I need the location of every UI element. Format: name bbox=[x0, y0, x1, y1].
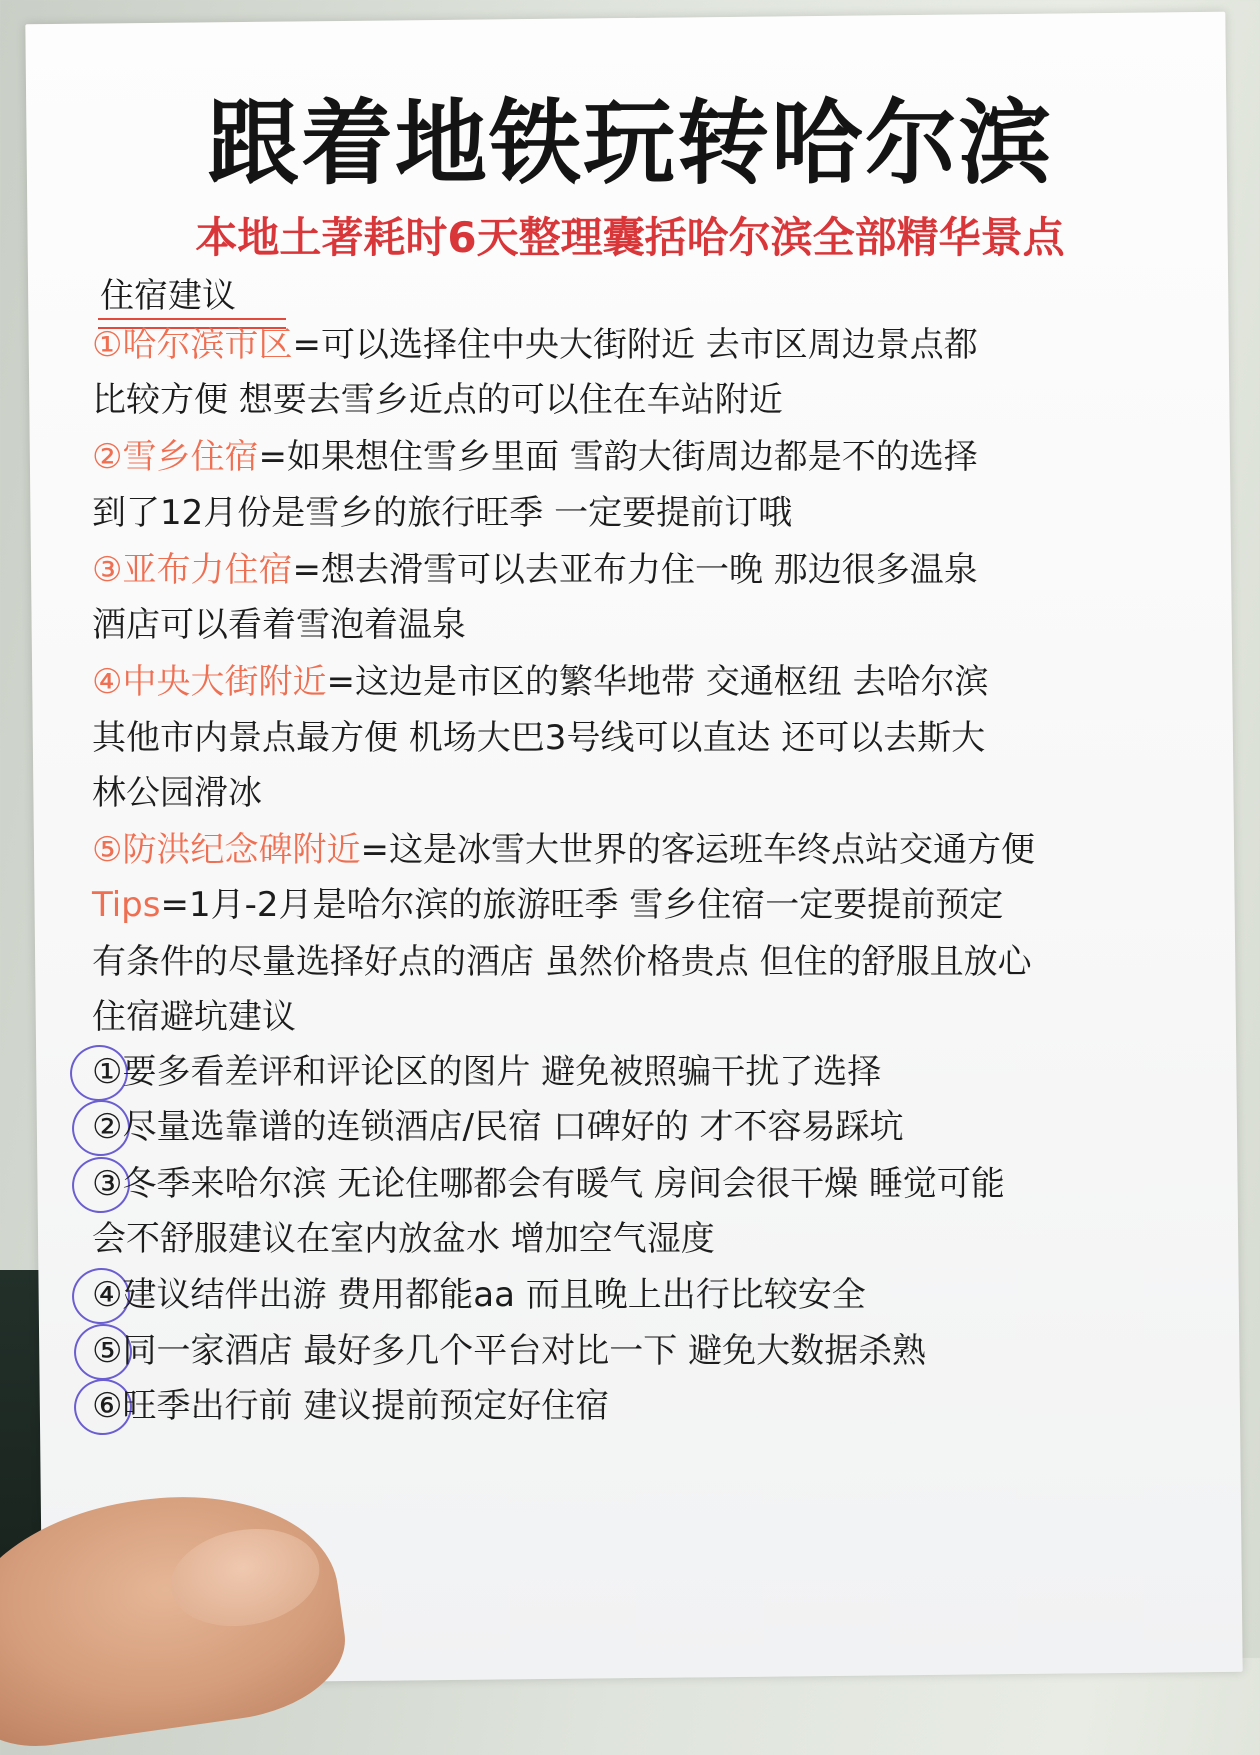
pitfall-item-2 bbox=[92, 1107, 904, 1147]
accommodation-item-1-cont: 比较方便 想要去雪乡近点的可以住在车站附近 bbox=[92, 380, 783, 420]
page-subtitle: 本地土著耗时6天整理囊括哈尔滨全部精华景点 bbox=[195, 213, 1065, 262]
item-number: ⑤ bbox=[92, 1331, 123, 1371]
pitfall-item-6 bbox=[92, 1386, 609, 1426]
item-text: 旺季出行前 建议提前预定好住宿 bbox=[122, 1386, 610, 1426]
accommodation-item-3 bbox=[92, 550, 978, 590]
accommodation-item-3-cont: 酒店可以看着雪泡着温泉 bbox=[92, 605, 466, 645]
tips-label: Tips bbox=[92, 885, 161, 925]
item-label: ③亚布力住宿 bbox=[92, 550, 293, 590]
tips-text: =1月-2月是哈尔滨的旅游旺季 雪乡住宿一定要提前预定 bbox=[160, 885, 1004, 925]
accommodation-item-4 bbox=[92, 662, 989, 702]
item-label: ⑤防洪纪念碑附近 bbox=[92, 830, 361, 870]
item-text: 同一家酒店 最好多几个平台对比一下 避免大数据杀熟 bbox=[122, 1331, 927, 1371]
item-text: =如果想住雪乡里面 雪韵大街周边都是不的选择 bbox=[258, 437, 978, 477]
item-label: ④中央大街附近 bbox=[92, 662, 327, 702]
item-text: =这边是市区的繁华地带 交通枢纽 去哈尔滨 bbox=[326, 662, 989, 702]
item-number: ① bbox=[92, 1052, 123, 1092]
item-text: 建议结伴出游 费用都能aa 而且晚上出行比较安全 bbox=[122, 1275, 866, 1315]
accommodation-item-4-cont2: 林公园滑冰 bbox=[92, 773, 262, 813]
tips-line-cont: 有条件的尽量选择好点的酒店 虽然价格贵点 但住的舒服且放心 bbox=[92, 942, 1032, 982]
section-heading-accommodation: 住宿建议 bbox=[100, 276, 236, 316]
item-text: =这是冰雪大世界的客运班车终点站交通方便 bbox=[360, 830, 1035, 870]
accommodation-item-2-cont: 到了12月份是雪乡的旅行旺季 一定要提前订哦 bbox=[92, 493, 793, 533]
accommodation-item-4-cont: 其他市内景点最方便 机场大巴3号线可以直达 还可以去斯大 bbox=[92, 718, 986, 758]
item-number: ③ bbox=[92, 1164, 123, 1204]
accommodation-item-5 bbox=[92, 830, 1035, 870]
accommodation-item-2 bbox=[92, 437, 978, 477]
item-label: ②雪乡住宿 bbox=[92, 437, 259, 477]
section-heading-pitfalls: 住宿避坑建议 bbox=[92, 997, 296, 1037]
item-text: =想去滑雪可以去亚布力住一晚 那边很多温泉 bbox=[292, 550, 978, 590]
page-title: 跟着地铁玩转哈尔滨 bbox=[206, 90, 1053, 197]
pitfall-item-3 bbox=[92, 1164, 1005, 1204]
item-text: 冬季来哈尔滨 无论住哪都会有暖气 房间会很干燥 睡觉可能 bbox=[122, 1164, 1005, 1204]
item-number: ⑥ bbox=[92, 1386, 123, 1426]
accommodation-item-1 bbox=[92, 325, 978, 365]
tips-line bbox=[92, 885, 1003, 925]
pitfall-item-5 bbox=[92, 1331, 926, 1371]
item-text: 尽量选靠谱的连锁酒店/民宿 口碑好的 才不容易踩坑 bbox=[122, 1107, 904, 1147]
pitfall-item-1 bbox=[92, 1052, 881, 1092]
item-text: 要多看差评和评论区的图片 避免被照骗干扰了选择 bbox=[122, 1052, 882, 1092]
item-text: =可以选择住中央大街附近 去市区周边景点都 bbox=[292, 325, 978, 365]
item-number: ④ bbox=[92, 1275, 123, 1315]
pitfall-item-3-cont: 会不舒服建议在室内放盆水 增加空气湿度 bbox=[92, 1219, 715, 1259]
pitfall-item-4 bbox=[92, 1275, 866, 1315]
item-number: ② bbox=[92, 1107, 123, 1147]
item-label: ①哈尔滨市区 bbox=[92, 325, 293, 365]
